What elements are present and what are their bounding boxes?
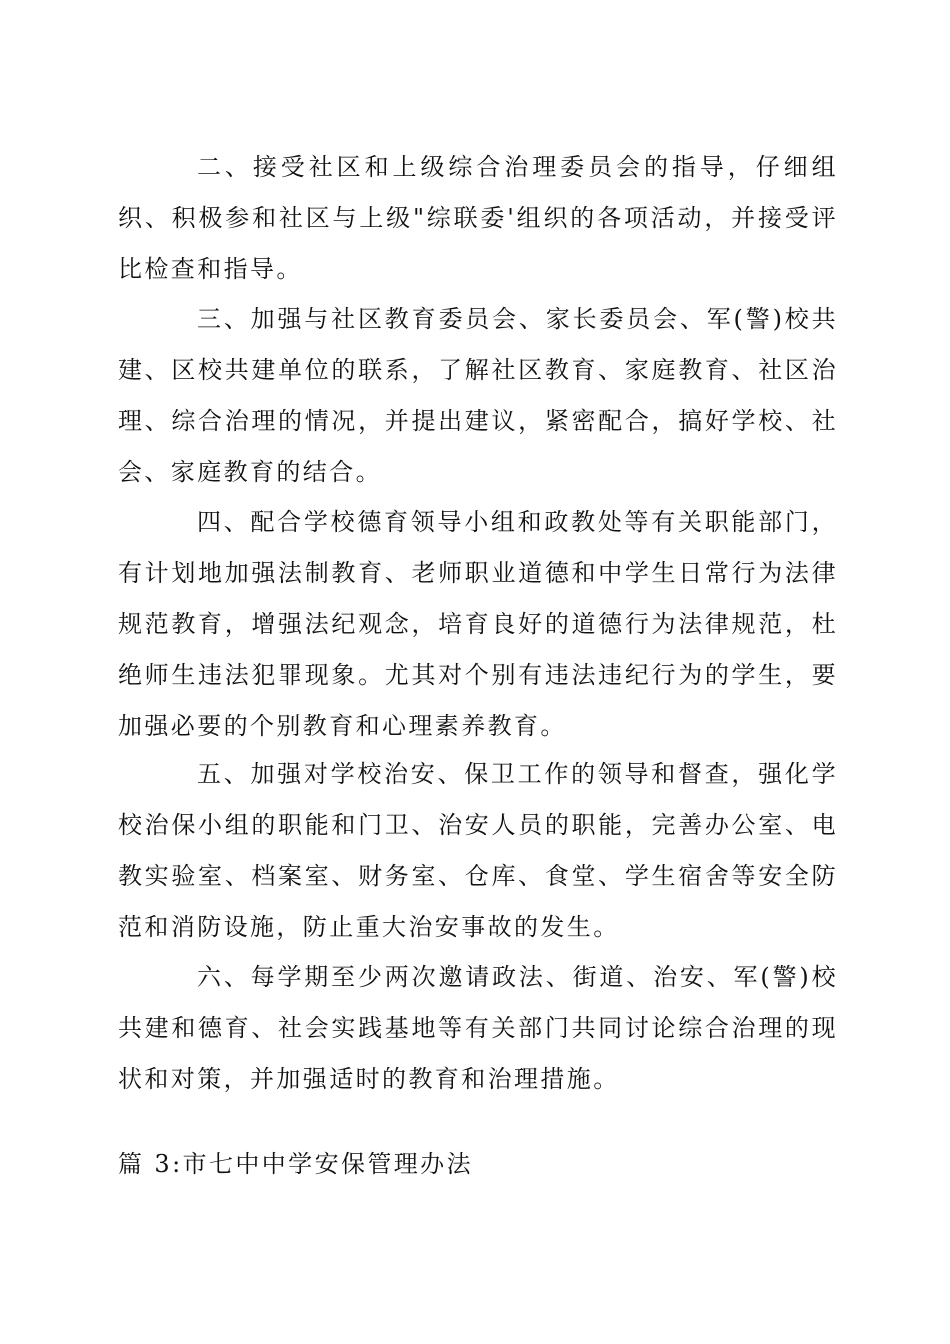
paragraph-item-4: 四、配合学校德育领导小组和政教处等有关职能部门，有计划地加强法制教育、老师职业道德和中学生日常行为法律规范教育，增强法纪观念，培育良好的道德行为法律规范，杜绝师生违法犯罪现象。尤其对个别有违法违纪行为的学生，要加强必要的个别教育和心理素养教育。 [118,508,838,740]
paragraph-item-6: 六、每学期至少两次邀请政法、街道、治安、军(警)校共建和德育、社会实践基地等有关部门共同讨论综合治理的现状和对策，并加强适时的教育和治理措施。 [118,963,838,1093]
paragraph-item-2: 二、接受社区和上级综合治理委员会的指导，仔细组织、积极参和社区与上级"综联委'组织的各项活动，并接受评比检查和指导。 [118,153,838,283]
section-heading: 篇 3:市七中中学安保管理办法 [118,1150,473,1178]
paragraph-item-5: 五、加强对学校治安、保卫工作的领导和督查，强化学校治保小组的职能和门卫、治安人员的职能，完善办公室、电教实验室、档案室、财务室、仓库、食堂、学生宿舍等安全防范和消防设施，防止重大治安事故的发生。 [118,760,838,941]
paragraph-item-3: 三、加强与社区教育委员会、家长委员会、军(警)校共建、区校共建单位的联系，了解社区教育、家庭教育、社区治理、综合治理的情况，并提出建议，紧密配合，搞好学校、社会、家庭教育的结合。 [118,305,838,486]
